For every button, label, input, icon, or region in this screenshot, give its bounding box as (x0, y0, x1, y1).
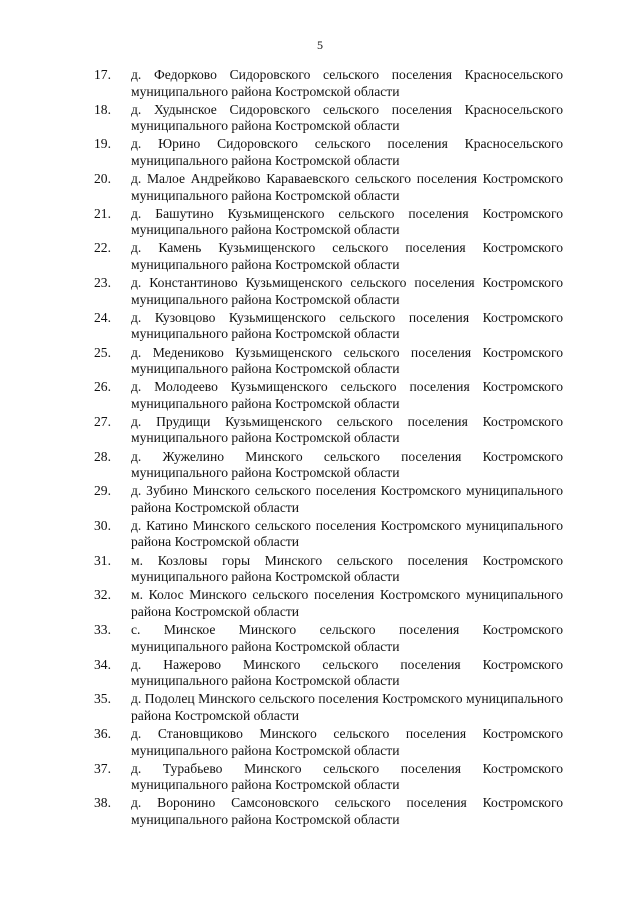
item-text: д. Воронино Самсоновского сельского поселения Костромского муниципального района Костромской области (131, 795, 563, 827)
list-item (94, 67, 563, 102)
item-text: д. Худынское Сидоровского сельского поселения Красносельского муниципального района Костромской области (131, 101, 563, 134)
list-item (94, 379, 563, 414)
list-item (94, 414, 563, 449)
item-text: д. Турабьево Минского сельского поселения Костромского муниципального района Костромской области (131, 760, 563, 793)
item-text: д. Жужелино Минского сельского поселения Костромского муниципального района Костромской области (131, 448, 563, 481)
item-number: 26. (94, 379, 111, 395)
item-number: 19. (94, 136, 111, 152)
item-text: с. Минское Минского сельского поселения Костромского муниципального района Костромской области (131, 622, 563, 654)
list-item (94, 449, 563, 484)
item-text: д. Кузовцово Кузьмищенского сельского поселения Костромского муниципального района Костромской области (131, 309, 563, 342)
item-number: 25. (94, 344, 111, 360)
item-text: д. Нажерово Минского сельского поселения Костромского муниципального района Костромской области (131, 656, 563, 689)
item-text: д. Константиново Кузьмищенского сельского поселения Костромского муниципального района Костромской области (131, 275, 563, 307)
item-number: 36. (94, 726, 111, 742)
item-number: 38. (94, 795, 111, 811)
item-number: 27. (94, 413, 111, 429)
item-number: 29. (94, 483, 111, 499)
item-text: д. Медениково Кузьмищенского сельского поселения Костромского муниципального района Костромской области (131, 344, 563, 376)
list-item (94, 206, 563, 241)
list-item (94, 518, 563, 553)
item-number: 30. (94, 517, 111, 533)
list-item (94, 726, 563, 761)
item-number: 37. (94, 760, 111, 776)
item-text: д. Катино Минского сельского поселения Костромского муниципального района Костромской области (131, 517, 563, 550)
item-text: д. Становщиково Минского сельского поселения Костромского муниципального района Костромской области (131, 726, 563, 758)
list-item (94, 240, 563, 275)
item-text: д. Камень Кузьмищенского сельского поселения Костромского муниципального района Костромской области (131, 240, 563, 272)
item-number: 23. (94, 275, 111, 291)
item-number: 20. (94, 171, 111, 187)
item-text: д. Юрино Сидоровского сельского поселения Красносельского муниципального района Костромской области (131, 136, 563, 168)
list-item (94, 345, 563, 380)
list-item (94, 657, 563, 692)
item-text: д. Молодеево Кузьмищенского сельского поселения Костромского муниципального района Костромской области (131, 379, 563, 411)
list-item (94, 553, 563, 588)
item-text: д. Подолец Минского сельского поселения Костромского муниципального района Костромской области (131, 691, 563, 723)
list-item (94, 691, 563, 726)
item-number: 17. (94, 67, 111, 82)
list-item (94, 171, 563, 206)
item-number: 28. (94, 448, 111, 464)
item-text: д. Федорково Сидоровского сельского поселения Красносельского муниципального района Костромской области (131, 67, 563, 99)
item-number: 35. (94, 691, 111, 707)
item-text: д. Башутино Кузьмищенского сельского поселения Костромского муниципального района Костромской области (131, 205, 563, 238)
item-number: 32. (94, 587, 111, 603)
list-item (94, 136, 563, 171)
item-text: м. Козловы горы Минского сельского поселения Костромского муниципального района Костромской области (131, 552, 563, 585)
item-text: д. Малое Андрейково Караваевского сельского поселения Костромского муниципального района Костромской области (131, 171, 563, 203)
page-number: 5 (317, 38, 323, 52)
list-item (94, 275, 563, 310)
item-number: 18. (94, 101, 111, 117)
list-item (94, 587, 563, 622)
item-number: 21. (94, 205, 111, 221)
item-number: 34. (94, 656, 111, 672)
list-item (94, 622, 563, 657)
list-item (94, 483, 563, 518)
item-number: 33. (94, 622, 111, 637)
settlement-list (94, 67, 563, 830)
item-number: 31. (94, 552, 111, 568)
item-number: 24. (94, 309, 111, 325)
list-item (94, 761, 563, 796)
list-item (94, 102, 563, 137)
item-text: м. Колос Минского сельского поселения Костромского муниципального района Костромской области (131, 587, 563, 619)
list-item (94, 310, 563, 345)
item-text: д. Зубино Минского сельского поселения Костромского муниципального района Костромской области (131, 483, 563, 515)
item-text: д. Прудищи Кузьмищенского сельского поселения Костромского муниципального района Костромской области (131, 413, 563, 446)
list-item (94, 795, 563, 830)
item-number: 22. (94, 240, 111, 256)
